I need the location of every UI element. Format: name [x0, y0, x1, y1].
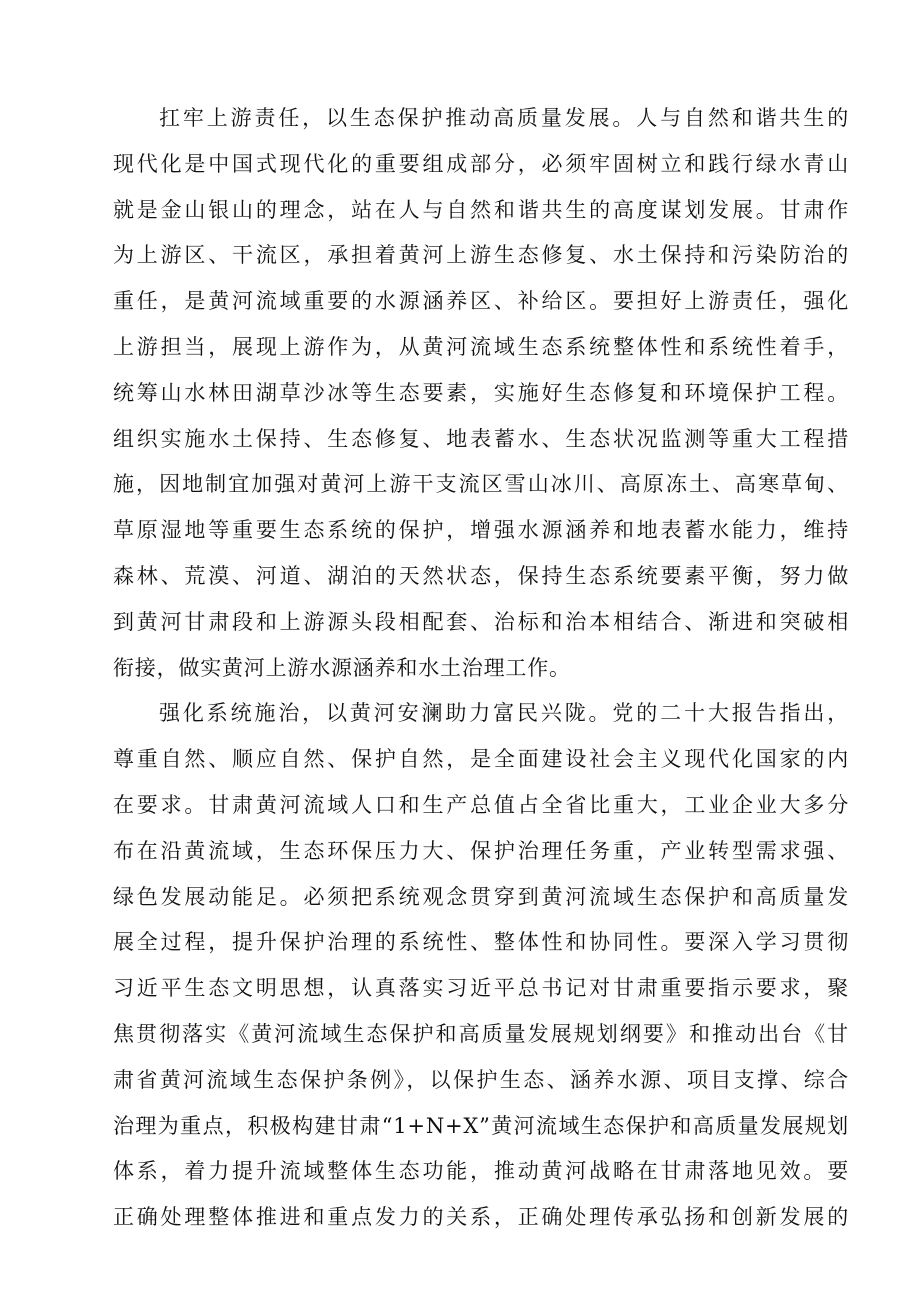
- paragraph-line: 组织实施水土保持、生态修复、地表蓄水、生态状况监测等重大工程措: [113, 426, 849, 451]
- paragraph-line: 重任，是黄河流域重要的水源涵养区、补给区。要担好上游责任，强化: [113, 289, 849, 314]
- paragraph-line: 焦贯彻落实《黄河流域生态保护和高质量发展规划纲要》和推动出台《甘: [113, 1021, 849, 1046]
- paragraph-line: 扛牢上游责任，以生态保护推动高质量发展。人与自然和谐共生的: [159, 106, 849, 130]
- paragraph-line: 展全过程，提升保护治理的系统性、整体性和协同性。要深入学习贯彻: [113, 930, 849, 955]
- paragraph-line: 统筹山水林田湖草沙冰等生态要素，实施好生态修复和环境保护工程。: [113, 380, 849, 405]
- paragraph-upstream-responsibility: [113, 96, 849, 691]
- paragraph-line: 治理为重点，积极构建甘肃“1+N+X”黄河流域生态保护和高质量发展规划: [113, 1113, 849, 1138]
- paragraph-line: 强化系统施治，以黄河安澜助力富民兴陇。党的二十大报告指出，: [159, 701, 849, 726]
- paragraph-line: 森林、荒漠、河道、湖泊的天然状态，保持生态系统要素平衡，努力做: [113, 563, 849, 588]
- paragraph-line: 正确处理整体推进和重点发力的关系，正确处理传承弘扬和创新发展的: [113, 1205, 849, 1230]
- paragraph-line: 在要求。甘肃黄河流域人口和生产总值占全省比重大，工业企业大多分: [113, 792, 849, 817]
- document-body: [113, 96, 849, 1241]
- paragraph-line: 上游担当，展现上游作为，从黄河流域生态系统整体性和系统性着手，: [113, 334, 849, 359]
- paragraph-line: 尊重自然、顺应自然、保护自然，是全面建设社会主义现代化国家的内: [113, 747, 849, 772]
- paragraph-line: 草原湿地等重要生态系统的保护，增强水源涵养和地表蓄水能力，维持: [113, 518, 849, 543]
- paragraph-line: 习近平生态文明思想，认真落实习近平总书记对甘肃重要指示要求，聚: [113, 976, 849, 1001]
- paragraph-line: 到黄河甘肃段和上游源头段相配套、治标和治本相结合、渐进和突破相: [113, 609, 849, 634]
- paragraph-line: 布在沿黄流域，生态环保压力大、保护治理任务重，产业转型需求强、: [113, 838, 849, 863]
- paragraph-line: 就是金山银山的理念，站在人与自然和谐共生的高度谋划发展。甘肃作: [113, 197, 849, 222]
- paragraph-line: 绿色发展动能足。必须把系统观念贯穿到黄河流域生态保护和高质量发: [113, 884, 849, 909]
- paragraph-line-last: 衔接，做实黄河上游水源涵养和水土治理工作。: [113, 655, 571, 680]
- paragraph-systematic-governance: [113, 691, 849, 1241]
- paragraph-line: 现代化是中国式现代化的重要组成部分，必须牢固树立和践行绿水青山: [113, 151, 849, 176]
- paragraph-line: 肃省黄河流域生态保护条例》，以保护生态、涵养水源、项目支撑、综合: [113, 1067, 849, 1092]
- paragraph-line: 体系，着力提升流域整体生态功能，推动黄河战略在甘肃落地见效。要: [113, 1159, 849, 1184]
- paragraph-line: 为上游区、干流区，承担着黄河上游生态修复、水土保持和污染防治的: [113, 243, 849, 268]
- paragraph-line: 施，因地制宜加强对黄河上游干支流区雪山冰川、高原冻土、高寒草甸、: [113, 472, 849, 497]
